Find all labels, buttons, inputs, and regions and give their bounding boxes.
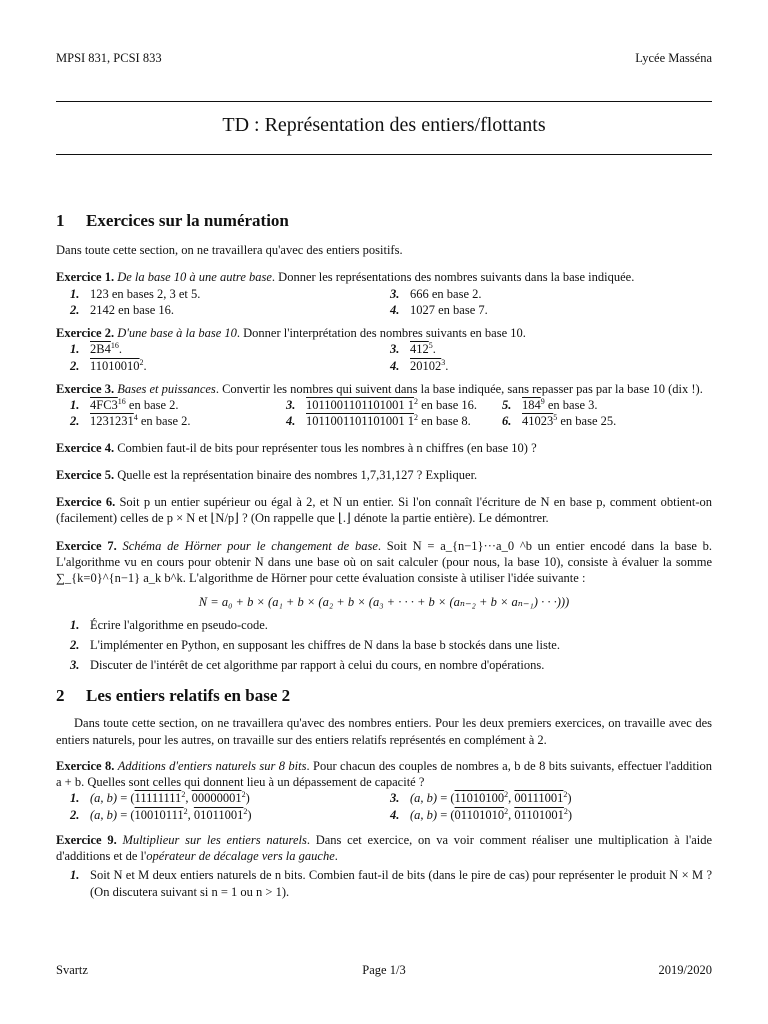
list-item: 1. Soit N et M deux entiers naturels de n bits. Combien faut-il de bits (dans le pire de cas) pour représenter le produit N × M ? (On discutera suivant si n = 1 ou n > 1). <box>70 868 712 899</box>
exercise-9-topic-2: opérateur de décalage vers la gauche <box>146 849 335 864</box>
list-item: 2. 11010010$^2$. <box>70 357 147 373</box>
exercise-8-text: . Pour chacun des couples de nombres a, b de 8 bits suivants, effectuer l'addition a + b. Quelles sont celles qui donnent lieu à un dépassement de capacité ? <box>56 758 713 790</box>
list-item: 4. 1011001101101001 $1^2$ en base 8. <box>286 413 471 429</box>
title-rule-bottom <box>56 154 712 155</box>
list-item: 3. Discuter de l'intérêt de cet algorithme par rapport à celui du cours, en nombre d'opérations. <box>70 658 545 672</box>
exercise-1-text: . Donner les représentations des nombres suivants dans la base indiquée. <box>271 270 635 285</box>
exercise-9-label: Exercice 9. <box>56 832 117 847</box>
section-1-title: Exercices sur la numération <box>86 211 289 230</box>
page-header <box>56 50 712 68</box>
exercise-2-text: . Donner l'interprétation des nombres suivants en base 10. <box>236 326 526 340</box>
exercise-5-text: Quelle est la représentation binaire des nombres 1,7,31,127 ? Expliquer. <box>114 467 478 482</box>
section-1-number: 1 <box>56 211 65 230</box>
footer-page-number: Page 1/3 <box>362 963 406 977</box>
section-2-heading <box>56 685 712 707</box>
exercise-8-topic: Additions d'entiers naturels sur 8 bits <box>117 758 307 773</box>
horner-formula: N = a₀ + b × (a₁ + b × (a₂ + b × (a₃ + · · · + b × (aₙ₋₂ + b × aₙ₋₁) · · ·))) <box>198 595 570 610</box>
exercise-4 <box>56 440 712 456</box>
list-item: 1. $2B4^{16}$. <box>70 341 122 357</box>
exercise-7-items <box>56 617 712 674</box>
exercise-5 <box>56 467 712 483</box>
exercise-4-text: Combien faut-il de bits pour représenter tous les nombres à n chiffres (en base 10) ? <box>114 440 537 455</box>
list-item: 4. 20102$^3$. <box>390 357 449 373</box>
exercise-6 <box>56 494 712 527</box>
list-item: 2. 1231231$^4$ en base 2. <box>70 413 191 429</box>
exercise-9-text: . Dans cet exercice, on va voir comment réaliser une multiplication à l'aide d'additions et de l' <box>56 832 713 864</box>
exercise-8-label: Exercice 8. <box>56 758 115 773</box>
page-footer <box>56 962 712 980</box>
exercise-3-text: . Convertir les nombres qui suivent dans la base indiquée, sans repasser pas par la base 10 (dix !). <box>215 381 703 396</box>
list-item: 2. L'implémenter en Python, en supposant les chiffres de N dans la base b stockés dans une liste. <box>70 637 560 652</box>
list-item: 1. (a, $b) = (11111111^2$, 00000001$^2$) <box>70 790 250 806</box>
exercise-5-label: Exercice 5. <box>56 467 115 482</box>
exercise-2-topic: D'une base à la base 10 <box>117 326 237 340</box>
list-item: 4. (a, $b) = (01101010^2$, 01101001$^2$) <box>390 806 573 822</box>
exercise-4-label: Exercice 4. <box>56 440 115 455</box>
list-item: 3. $412^5$. <box>390 341 436 357</box>
exercise-2-items <box>56 341 712 374</box>
list-item: 1. Écrire l'algorithme en pseudo-code. <box>70 617 268 632</box>
exercise-3-topic: Bases et puissances <box>117 381 216 396</box>
list-item: 5. $184^9$ en base 3. <box>502 396 598 412</box>
exercise-7-text: . Soit N = a_{n−1}···a_0 ^b un entier encodé dans la base b. L'algorithme vu en cours pour obtenir N dans une base où on sait calculer (pour nous, la base 10), consiste à évaluer la somme ∑_{k=0}^{n−1} a_k b^k. L'algorithme de Hörner pour cette évaluation consiste à utiliser l'idée suivante : <box>56 538 713 585</box>
exercise-3-items <box>56 397 712 430</box>
exercise-7-label: Exercice 7. <box>56 538 117 553</box>
exercise-7 <box>56 538 712 674</box>
exercise-9-items <box>56 867 712 900</box>
list-item: 2. (a, $b) = (10010111^2$, 01011001$^2$) <box>70 806 252 822</box>
header-school: Lycée Masséna <box>635 51 712 65</box>
section-2-intro: Dans toute cette section, on ne travaillera qu'avec des nombres entiers. Pour les deux premiers exercices, on travaille avec des entiers naturels, pour les autres, on travaille sur des entiers relatifs représentés en complément à 2. <box>56 716 712 747</box>
document-page <box>56 0 712 1024</box>
list-item: 6. 41023$^5$ en base 25. <box>502 413 617 429</box>
section-2-title: Les entiers relatifs en base 2 <box>86 686 291 706</box>
exercise-1-items <box>56 286 712 319</box>
exercise-6-label: Exercice 6. <box>56 495 116 509</box>
title-rule-top <box>56 101 712 102</box>
exercise-2-label: Exercice 2. <box>56 326 115 340</box>
exercise-8-items <box>56 790 712 823</box>
list-item: 1. 123 en bases 2, 3 et 5. <box>70 286 201 301</box>
footer-year: 2019/2020 <box>658 963 712 977</box>
exercise-1-topic: De la base 10 à une autre base <box>117 270 272 285</box>
header-course: MPSI 831, PCSI 833 <box>56 51 162 65</box>
list-item: 2. 2142 en base 16. <box>70 302 175 317</box>
list-item: 3. (a, $b) = (11010100^2$, 00111001$^2$) <box>390 790 572 806</box>
list-item: 4. 1027 en base 7. <box>390 302 488 317</box>
exercise-7-topic: Schéma de Hörner pour le changement de base <box>122 538 378 553</box>
document-body <box>56 242 712 904</box>
section-1-intro: Dans toute cette section, on ne travaillera qu'avec des entiers positifs. <box>56 243 403 257</box>
exercise-9: Exercice 9. Multiplieur sur les entiers naturels. Dans cet exercice, on va voir comment réaliser une multiplication à l'aide d'additions et de l'opérateur de décalage vers la gauche. 1. Soit N et M deux entiers naturels de n bits. Combien faut-il de bits (dans le pire de cas) pour représenter le produit N × M ? (On discutera suivant si n = 1 ou n > 1). <box>56 832 713 899</box>
exercise-3-label: Exercice 3. <box>56 381 115 396</box>
list-item: 3. 666 en base 2. <box>390 286 482 301</box>
list-item: 3. 1011001101101001 $1^2$ en base 16. <box>286 396 477 412</box>
exercise-9-topic: Multiplieur sur les entiers naturels <box>122 832 307 847</box>
exercise-8 <box>56 758 712 823</box>
document-title: TD : Représentation des entiers/flottants <box>222 114 546 136</box>
footer-author: Svartz <box>56 963 88 977</box>
exercise-6-text: Soit p un entier supérieur ou égal à 2, et N un entier. Si l'on connaît l'écriture de N en base p, comment obtient-on (facilement) celles de p × N et ⌊N/p⌋ ? (On rappelle que ⌊.⌋ dénote la partie entière). Le démontrer. <box>56 495 712 526</box>
exercise-1-label: Exercice 1. <box>56 270 115 285</box>
exercise-1 <box>56 269 712 318</box>
section-2 <box>56 685 712 900</box>
list-item: 1. $4FC3^{16}$ en base 2. <box>70 396 179 412</box>
exercise-3 <box>56 381 712 430</box>
section-1-heading <box>56 210 712 232</box>
section-2-number: 2 <box>56 686 65 706</box>
exercise-2 <box>56 325 712 374</box>
